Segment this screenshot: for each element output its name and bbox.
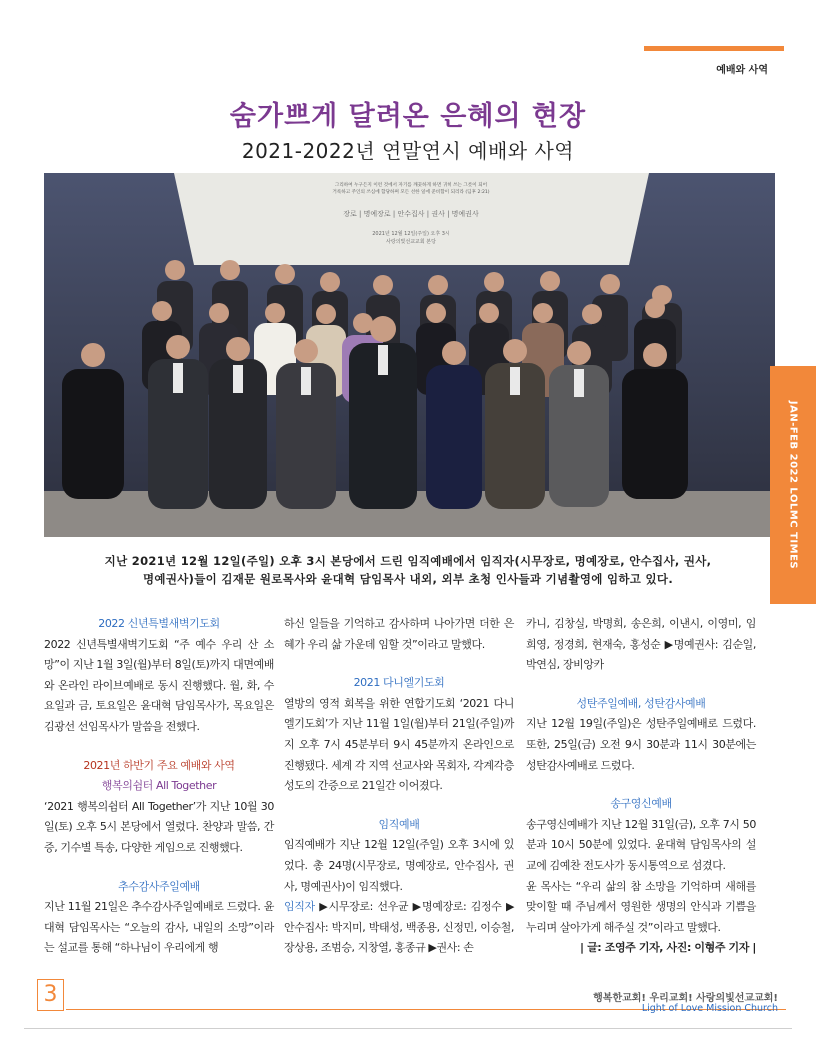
article-columns — [44, 614, 772, 959]
banner-place: 사랑의빛선교교회 본당 — [386, 239, 436, 245]
heading-thanksgiving: 추수감사주일예배 — [118, 879, 200, 893]
article-column-2 — [284, 614, 514, 959]
group-photo — [44, 173, 775, 537]
text-thanksgiving-cont: 하신 일들을 기억하고 감사하며 나아가면 더한 은혜가 우리 삶 가운데 임할 것”이라고 말했다. — [284, 617, 514, 651]
banner-verse-1: 그리하여 누구든지 이런 것에서 자기를 깨끗하게 하면 귀히 쓰는 그릇이 되어 — [334, 183, 488, 188]
text-thanksgiving: 지난 11월 21일은 추수감사주일예배로 드렸다. 윤대혁 담임목사는 “오늘의 감사, 내일의 소망”이라는 설교를 통해 “하나님이 우리에게 행 — [44, 900, 274, 955]
text-ordination-list-cont: 카니, 김창실, 박명희, 송은희, 이낸시, 이영미, 임희영, 정경희, 현재숙, 홍성순 ▶명예권사: 김순일, 박연심, 장비앙카 — [526, 617, 756, 672]
page-number: 3 — [37, 979, 64, 1011]
ordination-label: 임직자 — [284, 900, 315, 914]
article-column-3 — [526, 614, 756, 959]
article-credit: | 글: 조영주 기자, 사진: 이형주 기자 | — [580, 941, 756, 955]
ordination-names: ▶시무장로: 선우균 ▶명예장로: 김정수 ▶안수집사: 박지미, 박태성, 백종용, 신정민, 이승철, 장상용, 조범승, 지창열, 홍종규 ▶권사: 손 — [284, 900, 514, 955]
text-daniel-prayer: 열방의 영적 회복을 위한 연합기도회 ‘2021 다니엘기도회’가 지난 11월 1일(월)부터 21일(주일)까지 오후 7시 45분부터 9시 45분까지 온라인으로 진행됐다. 세계 각 지역 선교사와 목회자, 각계각층 성도의 간증으로 21일간 이어졌다. — [284, 696, 514, 793]
footer-church-name: Light of Love Mission Church — [641, 1003, 778, 1014]
caption-line-1: 지난 2021년 12월 12일(주일) 오후 3시 본당에서 드린 임직예배에서 임직자(시무장로, 명예장로, 안수집사, 권사, — [104, 554, 712, 568]
page-subtitle: 2021-2022년 연말연시 예배와 사역 — [241, 139, 575, 163]
header-accent-bar — [644, 46, 784, 51]
side-tab-label: JAN-FEB 2022 LOLMC TIMES — [787, 400, 799, 570]
text-all-together: ‘2021 행복의쉼터 All Together’가 지난 10월 30일(토) 오후 5시 본당에서 열렸다. 찬양과 말씀, 간증, 기수별 특송, 다양한 게임으로 진행했다. — [44, 799, 274, 854]
page-title: 숨가쁘게 달려온 은혜의 현장 — [229, 101, 587, 132]
page-bottom-border — [24, 1028, 792, 1029]
banner-verse-2: 거룩하고 주인의 쓰심에 합당하며 모든 선한 일에 준비함이 되리라 (딤후 2:21) — [332, 190, 490, 195]
text-new-year-eve-quote: 윤 목사는 “우리 삶의 참 소망을 기억하며 새해를 맞이할 때 주님께서 영원한 생명의 안식과 기쁨을 누리며 살아가게 해주실 것”이라고 말했다. — [526, 879, 756, 934]
article-column-1 — [44, 614, 274, 959]
text-new-year-eve: 송구영신예배가 지난 12월 31일(금), 오후 7시 50분과 10시 50분에 있었다. 윤대혁 담임목사의 설교에 김예찬 전도사가 동시통역으로 섬겼다. — [526, 817, 756, 872]
banner-offices: 장로 | 명예장로 | 안수집사 | 권사 | 명예권사 — [343, 210, 479, 218]
heading-new-year-eve: 송구영신예배 — [610, 797, 672, 811]
text-ordination: 임직예배가 지난 12월 12일(주일) 오후 3시에 있었다. 총 24명(시무장로, 명예장로, 안수집사, 권사, 명예권사)이 임직했다. — [284, 838, 514, 893]
caption-line-2: 명예권사)들이 김재문 원로목사와 윤대혁 담임목사 내외, 외부 초청 인사들과 기념촬영에 임하고 있다. — [143, 572, 673, 586]
photo-caption — [58, 552, 758, 588]
heading-all-together: 행복의쉼터 All Together — [101, 779, 217, 793]
text-ordination-list — [284, 897, 514, 959]
heading-new-year-prayer: 2022 신년특별새벽기도회 — [98, 617, 220, 630]
heading-daniel-prayer: 2021 다니엘기도회 — [353, 676, 445, 690]
banner-date: 2021년 12월 12일(주일) 오후 3시 — [372, 231, 450, 237]
heading-ordination: 임직예배 — [378, 817, 420, 831]
text-christmas: 지난 12월 19일(주일)은 성탄주일예배로 드렸다. 또한, 25일(금) 오전 9시 30분과 11시 30분에는 성탄감사예배로 드렸다. — [526, 717, 756, 772]
heading-christmas: 성탄주일예배, 성탄감사예배 — [576, 696, 706, 710]
section-label: 예배와 사역 — [716, 65, 768, 76]
footer-slogan: 행복한교회! 우리교회! 사랑의빛선교교회! — [593, 993, 778, 1004]
heading-second-half: 2021년 하반기 주요 예배와 사역 — [83, 758, 235, 772]
side-issue-tab — [770, 366, 816, 604]
text-new-year-prayer: 2022 신년특별새벽기도회 “주 예수 우리 산 소망”이 지난 1월 3일(월)부터 8일(토)까지 대면예배와 온라인 라이브예배로 동시 진행했다. 월, 화, 수요일과 금, 토요일은 윤대혁 담임목사가, 목요일은 김광선 선임목사가 말씀을 전했다. — [44, 637, 274, 733]
